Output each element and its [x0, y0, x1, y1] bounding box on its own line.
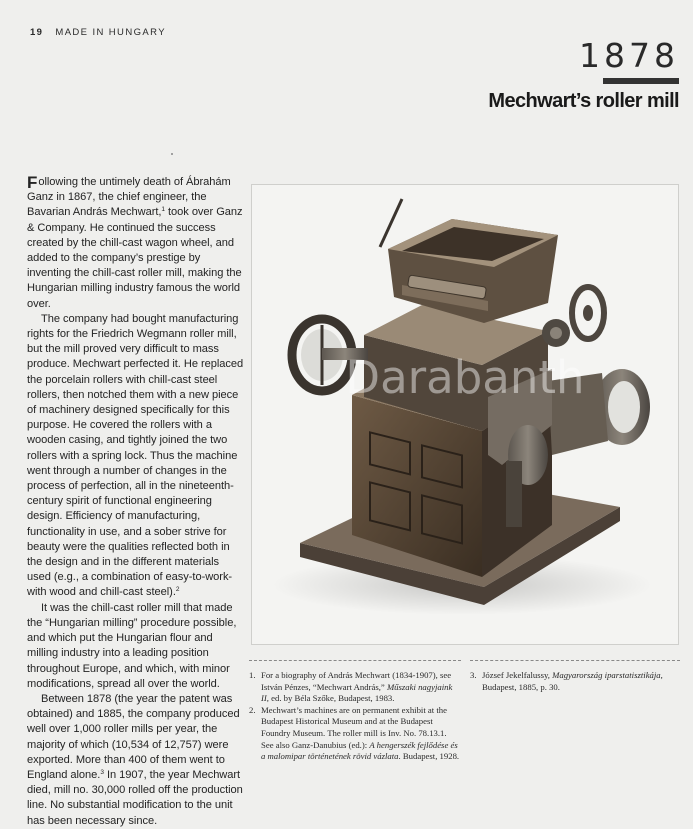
footnote-ref-3: 3: [100, 768, 104, 776]
footnotes-left: [249, 670, 461, 763]
footnote-ref-2: 2: [175, 586, 180, 594]
footnote-3: 3. József Jekelfalussy, Magyarország iparstatisztikája, Budapest, 1885, p. 30.: [470, 670, 663, 692]
running-head: [30, 27, 166, 38]
roller-mill-illustration: [252, 185, 678, 644]
section-title: MADE IN HUNGARY: [55, 27, 166, 38]
article-title: Mechwart’s roller mill: [488, 90, 679, 112]
decorative-dot: [171, 153, 173, 155]
footnote-2: 2. Mechwart’s machines are on permanent exhibit at the Budapest Historical Museum and at the Budapest Foundry Museum. The roller mill is Inv. No. 78.13.1. See also Ganz-Danubius (ed.): A hengerszék fejlődése és a malomipar történetének rövid vázlata. Budapest, 1928.: [249, 704, 460, 762]
footnote-rule-right: [470, 660, 680, 661]
paragraph-4: Between 1878 (the year the patent was obtained) and 1885, the company produced well over 1,000 roller mills per year, the majority of which (10,534 of 12,757) were exported. More than 400 of them went to England alone.$^3$ In 1907, the year Mechwart died, mill no. 30,000 rolled off the production line. No substantial modification to the unit has been necessary since.: [27, 692, 243, 827]
paragraph-2: The company had bought manufacturing rights for the Friedrich Wegmann roller mill, but the mill proved very difficult to mass produce. Mechwart perfected it. He replaced the porcelain rollers with chill-cast steel rollers, then notched them with a new piece of machinery designed specifically for this purpose. He covered the rollers with a wooden casing, and tightly joined the two rollers with a spring lock. Thus the machine went through a number of changes in the process of perfection, all in the nineteenth-century spirit of functional engineering design. Efficiency of manufacturing, functionality in use, and a sober strive for beauty were the qualities reflected both in the design and in the different materials used (e.g., a combination of easy-to-work-with wood and chill-cast steel).$^2$: [27, 312, 244, 599]
footnote-1: 1. For a biography of András Mechwart (1834-1907), see István Pénzes, “Mechwart András,” Műszaki nagyjaink II, ed. by Béla Szőke, Budapest, 1983.: [249, 670, 453, 704]
footnote-ref-1: 1: [161, 206, 165, 214]
paragraph-1: Following the untimely death of Ábrahám Ganz in 1867, the chief engineer, the Bavarian András Mechwart,$^1$ took over Ganz & Company. He continued the success created by the chill-cast wagon wheel, and added to the company’s prestige by inventing the chill-cast roller mill, making the Hungarian milling industry famous the world over.: [27, 173, 243, 310]
roller-mill-photo: [251, 184, 679, 645]
paragraph-3: It was the chill-cast roller mill that made the “Hungarian milling” procedure possible, and which put the Hungarian flour and milling industry into a leading position throughout Europe, and which, with minor modifications, spread all over the world.: [27, 601, 237, 690]
year-underline-bar: [603, 78, 679, 84]
drop-cap: F: [27, 173, 38, 192]
article-body: [27, 175, 244, 829]
page-number: 19: [30, 27, 44, 38]
footnote-rule-left: [249, 660, 461, 661]
article-year: 1878: [579, 36, 679, 75]
footnotes-right: [470, 670, 680, 693]
photo-watermark: Darabanth: [345, 351, 585, 404]
